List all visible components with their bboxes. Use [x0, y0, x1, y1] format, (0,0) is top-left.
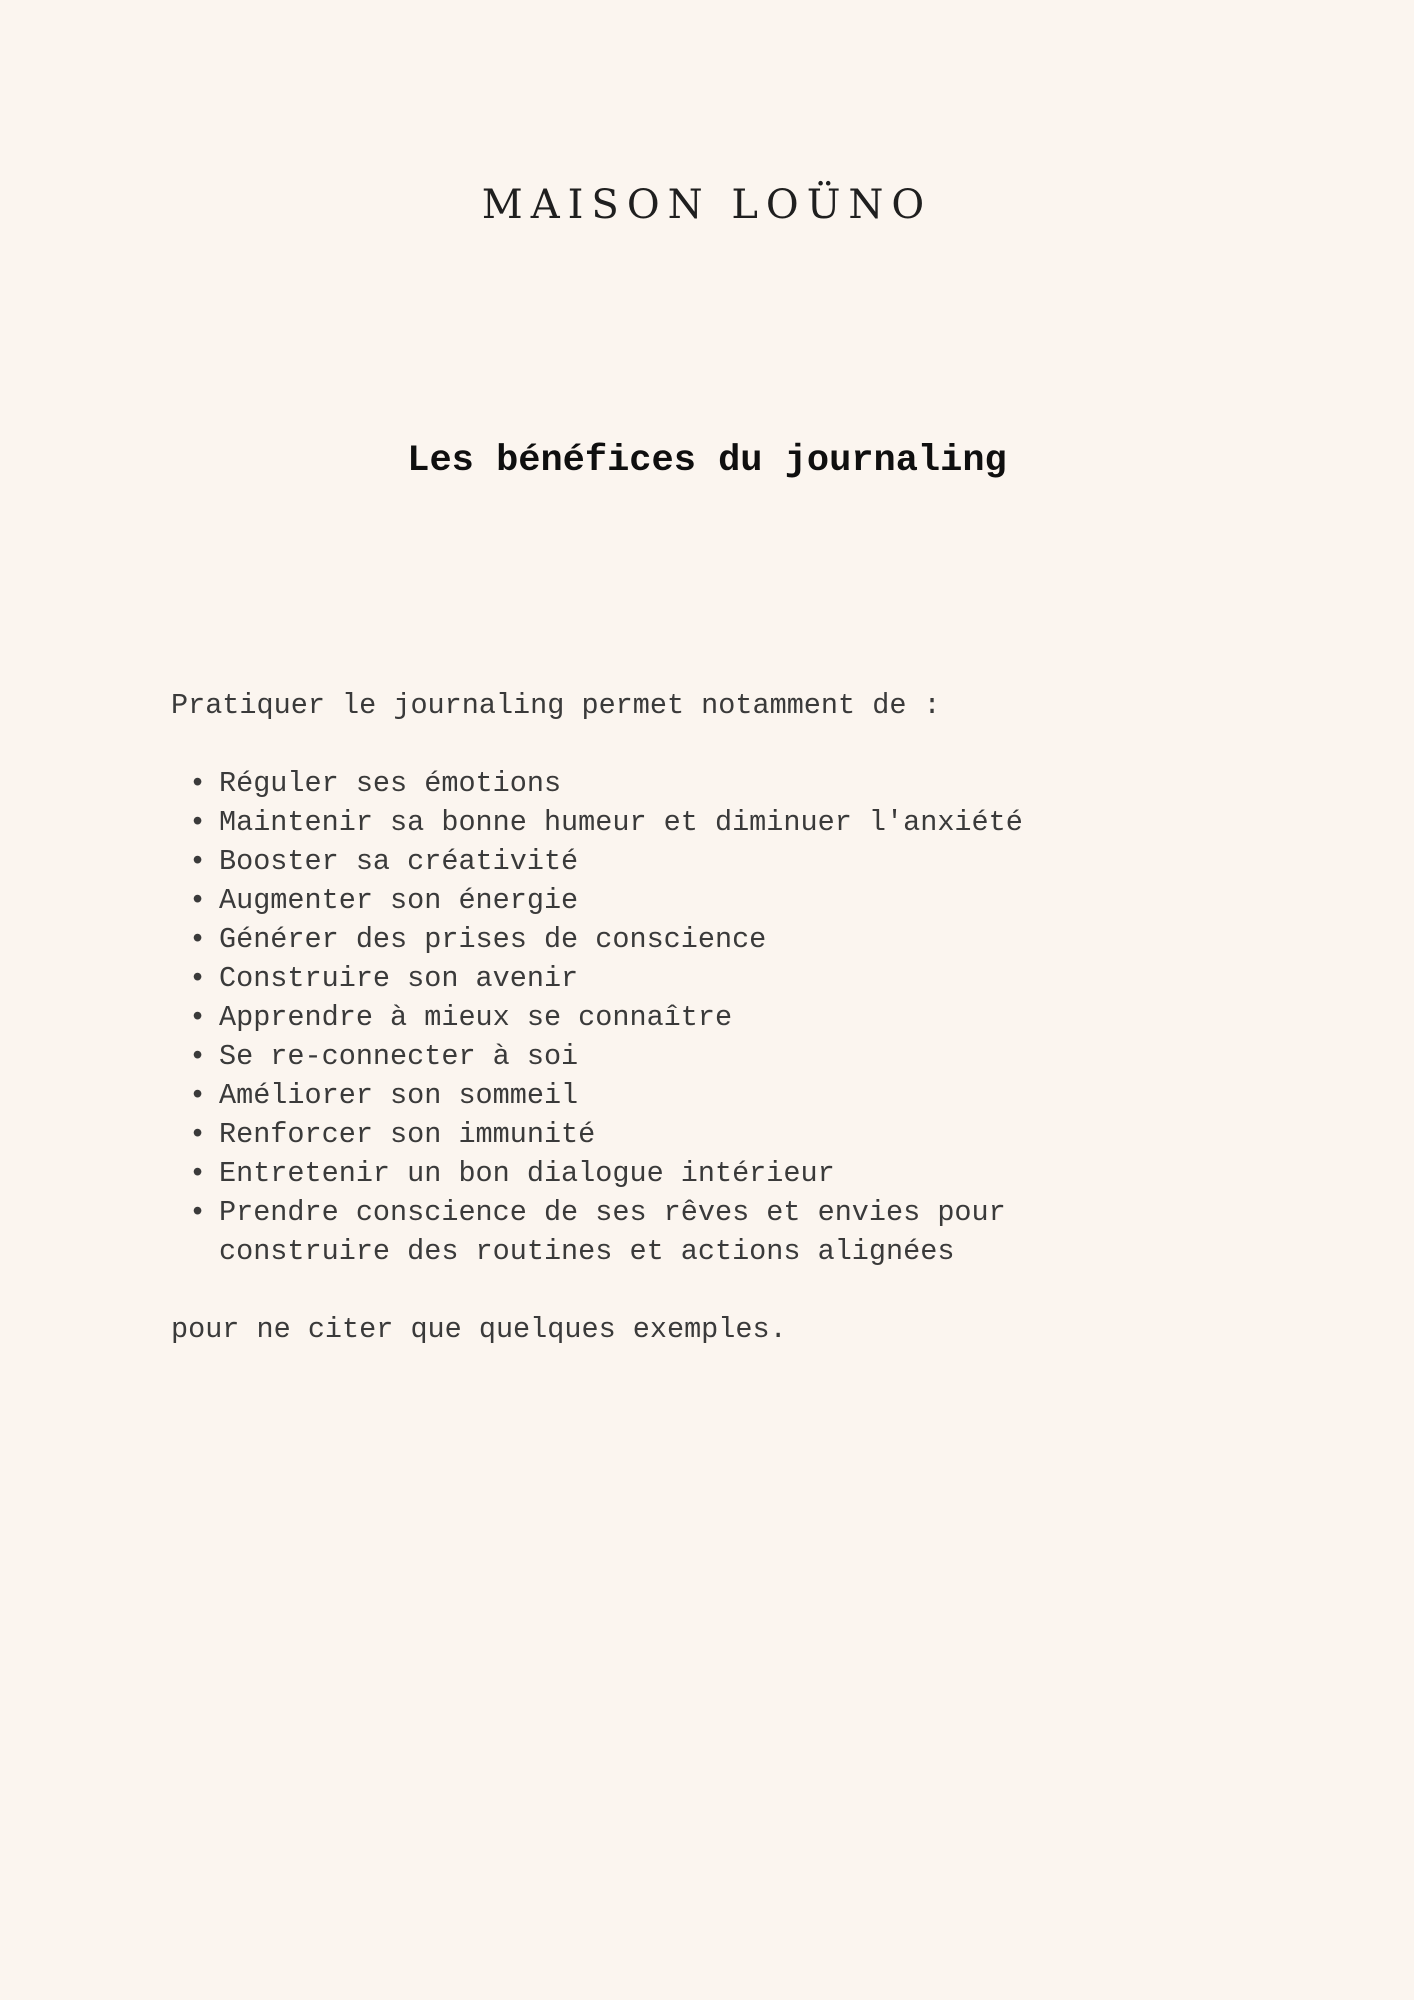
page-title: Les bénéfices du journaling [407, 440, 1007, 482]
bullet-icon: • [189, 1040, 207, 1073]
list-item-text: Apprendre à mieux se connaître [219, 1001, 733, 1034]
bullet-icon: • [189, 806, 207, 839]
list-item-text: Booster sa créativité [219, 845, 579, 878]
bullet-icon: • [189, 767, 207, 800]
bullet-icon: • [189, 923, 207, 956]
list-item-text: Réguler ses émotions [219, 767, 562, 800]
list-item [189, 881, 1039, 920]
bullet-icon: • [189, 845, 207, 878]
brand-logo-text: MAISON LOÜNO [481, 182, 933, 228]
document-body [171, 686, 1271, 1349]
list-item-text: Construire son avenir [219, 962, 579, 995]
list-item [189, 1115, 1039, 1154]
bullet-icon: • [189, 1196, 207, 1229]
list-item [189, 1076, 1039, 1115]
list-item [189, 1154, 1039, 1193]
list-item [189, 764, 1039, 803]
list-item-text: Prendre conscience de ses rêves et envies pour construire des routines et actions alignées [219, 1196, 1006, 1268]
bullet-icon: • [189, 1118, 207, 1151]
list-item [189, 1193, 1039, 1271]
bullet-icon: • [189, 962, 207, 995]
benefits-list [171, 764, 1271, 1271]
list-item [189, 998, 1039, 1037]
list-item-text: Renforcer son immunité [219, 1118, 596, 1151]
list-item [189, 842, 1039, 881]
intro-text: Pratiquer le journaling permet notamment de : [171, 689, 941, 722]
bullet-icon: • [189, 884, 207, 917]
list-item [189, 959, 1039, 998]
list-item-text: Maintenir sa bonne humeur et diminuer l'anxiété [219, 806, 1023, 839]
bullet-icon: • [189, 1157, 207, 1190]
list-item-text: Entretenir un bon dialogue intérieur [219, 1157, 835, 1190]
list-item-text: Augmenter son énergie [219, 884, 579, 917]
list-item [189, 1037, 1039, 1076]
list-item [189, 803, 1039, 842]
list-item-text: Se re-connecter à soi [219, 1040, 579, 1073]
list-item [189, 920, 1039, 959]
bullet-icon: • [189, 1079, 207, 1112]
bullet-icon: • [189, 1001, 207, 1034]
list-item-text: Améliorer son sommeil [219, 1079, 579, 1112]
list-item-text: Générer des prises de conscience [219, 923, 767, 956]
outro-text: pour ne citer que quelques exemples. [171, 1313, 787, 1346]
